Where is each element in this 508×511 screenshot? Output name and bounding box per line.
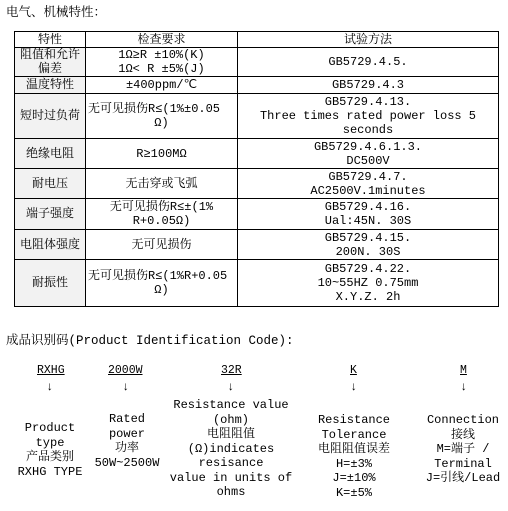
header-characteristic: 特性 [15, 32, 86, 48]
section-title-characteristics: 电气、机械特性： [6, 6, 107, 20]
code-desc-power: Rated power 功率 50W~2500W [94, 412, 160, 470]
cell-test-method: GB5729.4.5. [238, 48, 499, 77]
code-segment-connection: M [460, 364, 467, 377]
cell-requirement: 无可见损伤R≤(1%R+0.05 Ω) [86, 260, 238, 307]
cell-characteristic: 端子强度 [15, 199, 86, 230]
header-test-method: 试验方法 [238, 32, 499, 48]
down-arrow-icon: ↓ [460, 380, 468, 394]
table-row [15, 199, 499, 230]
cell-characteristic: 耐振性 [15, 260, 86, 307]
code-desc-connection: Connection 接线 M=端子 / Terminal J=引线/Lead [425, 413, 501, 485]
cell-requirement: R≥100MΩ [86, 139, 238, 169]
header-requirement: 检查要求 [86, 32, 238, 48]
table-header-row [15, 32, 499, 48]
table-row [15, 169, 499, 199]
cell-characteristic: 电阻体强度 [15, 230, 86, 260]
down-arrow-icon: ↓ [46, 380, 54, 394]
table-row [15, 139, 499, 169]
down-arrow-icon: ↓ [122, 380, 130, 394]
table-row [15, 94, 499, 139]
cell-requirement: 1Ω≥R ±10%(K) 1Ω< R ±5%(J) [86, 48, 238, 77]
cell-test-method: GB5729.4.6.1.3. DC500V [238, 139, 499, 169]
product-code-row [0, 364, 508, 394]
cell-requirement: 无可见损伤R≤(1%±0.05 Ω) [86, 94, 238, 139]
code-desc-type: Product type 产品类别 RXHG TYPE [17, 421, 83, 479]
code-segment-type: RXHG [37, 364, 65, 377]
cell-test-method: GB5729.4.13. Three times rated power loss 5 seconds [238, 94, 499, 139]
cell-characteristic: 短时过负荷 [15, 94, 86, 139]
table-row [15, 77, 499, 94]
cell-test-method: GB5729.4.7. AC2500V.1minutes [238, 169, 499, 199]
cell-characteristic: 温度特性 [15, 77, 86, 94]
code-desc-tolerance: Resistance Tolerance 电阻阻值误差 H=±3% J=±10% K=±5% [317, 413, 390, 500]
code-desc-resistance: Resistance value (ohm) 电阻阻值 (Ω)indicates resisance value in units of ohms [169, 398, 293, 499]
cell-test-method: GB5729.4.22. 10~55HZ 0.75mm X.Y.Z. 2h [238, 260, 499, 307]
table-row [15, 230, 499, 260]
characteristics-table [14, 31, 499, 307]
cell-characteristic: 阻值和允许 偏差 [15, 48, 86, 77]
cell-requirement: ±400ppm/℃ [86, 77, 238, 94]
table-row [15, 48, 499, 77]
code-segment-power: 2000W [108, 364, 143, 377]
cell-requirement: 无可见损伤 [86, 230, 238, 260]
cell-requirement: 无击穿或飞弧 [86, 169, 238, 199]
cell-test-method: GB5729.4.16. Ual:45N. 30S [238, 199, 499, 230]
section-title-product-code: 成品识别码(Product Identification Code): [6, 334, 294, 348]
code-segment-tolerance: K [350, 364, 357, 377]
code-segment-resistance: 32R [221, 364, 242, 377]
table-row [15, 260, 499, 307]
cell-requirement: 无可见损伤R≤±(1% R+0.05Ω) [86, 199, 238, 230]
down-arrow-icon: ↓ [350, 380, 358, 394]
cell-test-method: GB5729.4.3 [238, 77, 499, 94]
down-arrow-icon: ↓ [227, 380, 235, 394]
cell-characteristic: 耐电压 [15, 169, 86, 199]
cell-test-method: GB5729.4.15. 200N. 30S [238, 230, 499, 260]
cell-characteristic: 绝缘电阻 [15, 139, 86, 169]
